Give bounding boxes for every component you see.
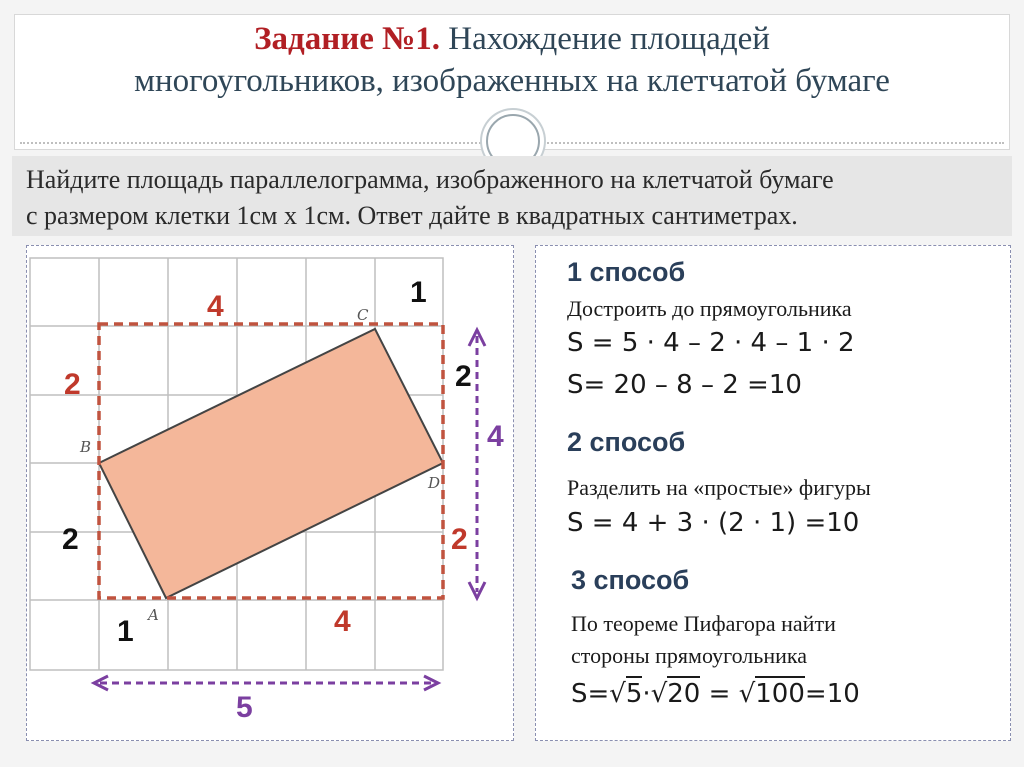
- formula-dot: ·: [642, 679, 651, 709]
- label-top-right-1: 1: [410, 276, 427, 309]
- title-accent: Задание №1.: [254, 21, 441, 57]
- title-line2: многоугольников, изображенных на клетчатой бумаге: [134, 63, 890, 99]
- sqrt-sign-icon: √: [609, 679, 626, 709]
- method3-title: 3 способ: [571, 565, 690, 595]
- sqrt-sign-icon: √: [650, 679, 668, 709]
- parallelogram-shape: [99, 329, 443, 598]
- label-bottom-4: 4: [334, 605, 351, 638]
- formula-s: S=: [571, 679, 610, 709]
- label-right-2-lower: 2: [451, 523, 468, 556]
- label-left-2-lower: 2: [62, 523, 79, 556]
- label-width-5: 5: [236, 691, 253, 724]
- formula-eq: =: [700, 679, 739, 709]
- method2-desc: Разделить на «простые» фигуры: [567, 475, 871, 500]
- label-top-4: 4: [207, 290, 224, 323]
- method3-desc2: стороны прямоугольника: [571, 643, 807, 668]
- label-height-4: 4: [487, 420, 504, 453]
- method2-title: 2 способ: [567, 427, 686, 457]
- point-d-label: D: [428, 474, 441, 492]
- method3-formula: [571, 679, 860, 709]
- width-arrow: [94, 676, 438, 690]
- method3-desc1: По теореме Пифагора найти: [571, 611, 836, 636]
- label-left-2: 2: [64, 368, 81, 401]
- title-line1: Нахождение площадей: [440, 21, 770, 57]
- label-right-2-upper: 2: [455, 360, 472, 393]
- label-bottom-left-1: 1: [117, 615, 134, 648]
- task-line2: с размером клетки 1см х 1см. Ответ дайте в квадратных сантиметрах.: [26, 201, 798, 230]
- sqrt-sign-icon: √: [738, 679, 756, 709]
- method1-formula2: S= 20 – 8 – 2 =10: [567, 370, 802, 400]
- task-line1: Найдите площадь параллелограмма, изображенного на клетчатой бумаге: [26, 165, 834, 194]
- method1-formula1: S = 5 · 4 – 2 · 4 – 1 · 2: [567, 328, 855, 358]
- method1-title: 1 способ: [567, 257, 686, 287]
- radicand-1: 5: [626, 676, 643, 709]
- point-a-label: A: [148, 606, 159, 624]
- method2-formula: S = 4 + 3 · (2 · 1) =10: [567, 508, 860, 538]
- point-c-label: C: [357, 306, 369, 324]
- radicand-2: 20: [667, 676, 700, 709]
- point-b-label: B: [80, 438, 92, 456]
- formula-result: =10: [804, 679, 860, 709]
- radicand-3: 100: [755, 676, 805, 709]
- method1-desc: Достроить до прямоугольника: [567, 296, 852, 321]
